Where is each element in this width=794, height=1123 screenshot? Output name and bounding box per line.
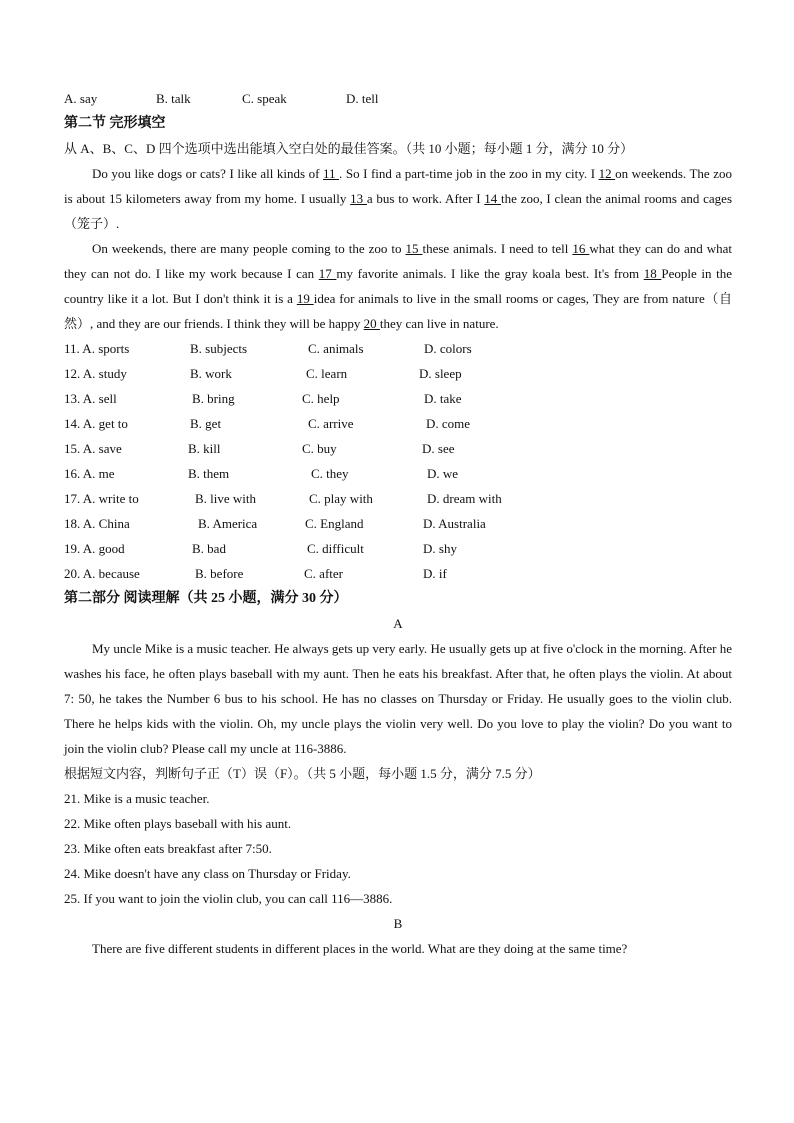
blank-19: 19 (296, 291, 314, 306)
choice: D. sleep (419, 366, 462, 381)
blank-12: 12 (598, 166, 616, 181)
choice: D. take (424, 391, 462, 406)
blank-16: 16 (572, 241, 590, 256)
choice: 17. A. write to (64, 491, 139, 506)
section2-title: 第二节 完形填空 (64, 116, 166, 131)
question-row (64, 461, 732, 486)
choice: B. bad (192, 541, 226, 556)
text: what they can do and what they can not do. I like my work because I can (64, 241, 732, 281)
choice: 11. A. sports (64, 341, 130, 356)
text: a bus to work. After I (366, 191, 485, 206)
choice: 12. A. study (64, 366, 127, 381)
text: my favorite animals. I like the gray koala best. It's from (336, 266, 644, 281)
section2-instruction: 从 A、B、C、D 四个选项中选出能填入空白处的最佳答案。（共 10 小题；每小题 1 分，满分 10 分） (64, 141, 634, 156)
statement: 23. Mike often eats breakfast after 7:50. (64, 841, 272, 856)
option-d: D. tell (346, 91, 379, 106)
choice: B. kill (188, 441, 221, 456)
question-row (64, 386, 732, 411)
choice: C. arrive (308, 416, 354, 431)
blank-13: 13 (350, 191, 367, 206)
cloze-paragraph-2 (64, 236, 732, 336)
choice: C. they (311, 466, 349, 481)
statement: 22. Mike often plays baseball with his aunt. (64, 816, 292, 831)
passage-a-instruction: 根据短文内容，判断句子正（T）误（F）。（共 5 小题，每小题 1.5 分，满分 7.5 分） (64, 766, 541, 781)
text: on weekends. The zoo is about 15 kilometers away from my home. I usually (64, 166, 732, 206)
choice: C. buy (302, 441, 337, 456)
choice: 19. A. good (64, 541, 125, 556)
choice: B. live with (195, 491, 257, 506)
choice: B. work (190, 366, 232, 381)
choice: D. if (423, 566, 447, 581)
blank-14: 14 (484, 191, 502, 206)
choice: 20. A. because (64, 566, 140, 581)
question-row (64, 411, 732, 436)
exam-page (64, 86, 732, 961)
cloze-questions (64, 336, 732, 586)
blank-11: 11 (322, 166, 340, 181)
part2-title: 第二部分 阅读理解（共 25 小题，满分 30 分） (64, 591, 348, 606)
choice: D. we (427, 466, 459, 481)
cloze-paragraph-1 (64, 161, 732, 236)
statement: 24. Mike doesn't have any class on Thursday or Friday. (64, 866, 351, 881)
choice: B. subjects (190, 341, 248, 356)
choice: 15. A. save (64, 441, 122, 456)
choice: C. help (302, 391, 340, 406)
question-row (64, 436, 732, 461)
choice: 14. A. get to (64, 416, 128, 431)
text: idea for animals to live in the small rooms or cages, They are from nature（自然）, and they are our friends. I think they will be happy (64, 291, 732, 331)
choice: B. bring (192, 391, 235, 406)
text: Do you like dogs or cats? I like all kinds of (92, 166, 323, 181)
text: On weekends, there are many people coming to the zoo to (92, 241, 406, 256)
blank-20: 20 (363, 316, 380, 331)
choice: C. learn (306, 366, 348, 381)
passage-a-label: A (393, 616, 403, 631)
question-row (64, 361, 732, 386)
option-b: B. talk (156, 91, 191, 106)
choice: D. dream with (427, 491, 502, 506)
choice: 18. A. China (64, 516, 130, 531)
question-row (64, 511, 732, 536)
option-a: A. say (64, 91, 98, 106)
question-row (64, 536, 732, 561)
choice: D. see (422, 441, 455, 456)
choice: B. get (190, 416, 222, 431)
option-c: C. speak (242, 91, 287, 106)
text: People in the country like it a lot. But I don't think it is a (64, 266, 732, 306)
blank-15: 15 (405, 241, 423, 256)
choice: C. after (304, 566, 343, 581)
passage-b-label: B (393, 916, 403, 931)
blank-17: 17 (318, 266, 337, 281)
passage-a: My uncle Mike is a music teacher. He always gets up very early. He usually gets up at five o'clock in the morning. After he washes his face, he often plays baseball with my aunt. Then he eats his breakfast. After that, he often plays the violin. At about 7: 50, he takes the Number 6 bus to his school. He has no classes on Thursday or Friday. He usually goes to the violin club. There he helps kids with the violin. Oh, my uncle plays the violin very well. Do you love to play the violin? Do you want to join the violin club? Please call my uncle at 116-3886. (64, 641, 732, 756)
statement: 21. Mike is a music teacher. (64, 791, 210, 806)
choice: B. before (195, 566, 244, 581)
choice: 13. A. sell (64, 391, 117, 406)
passage-b-intro: There are five different students in different places in the world. What are they doing at the same time? (92, 941, 628, 956)
text: they can live in nature. (379, 316, 499, 331)
choice: B. them (188, 466, 230, 481)
choice: C. difficult (307, 541, 364, 556)
choice: B. America (198, 516, 258, 531)
choice: D. come (426, 416, 471, 431)
choice: C. animals (308, 341, 364, 356)
question-row (64, 336, 732, 361)
choice: D. colors (424, 341, 472, 356)
choice: D. Australia (423, 516, 486, 531)
question-row (64, 486, 732, 511)
q10-options (64, 86, 732, 111)
question-row (64, 561, 732, 586)
choice: C. England (305, 516, 364, 531)
choice: C. play with (309, 491, 373, 506)
choice: D. shy (423, 541, 457, 556)
text: these animals. I need to tell (422, 241, 573, 256)
choice: 16. A. me (64, 466, 115, 481)
text: . So I find a part-time job in the zoo in my city. I (339, 166, 599, 181)
blank-18: 18 (643, 266, 662, 281)
text: the zoo, I clean the animal rooms and cages（笼子）. (64, 191, 733, 231)
statement: 25. If you want to join the violin club, you can call 116—3886. (64, 891, 393, 906)
